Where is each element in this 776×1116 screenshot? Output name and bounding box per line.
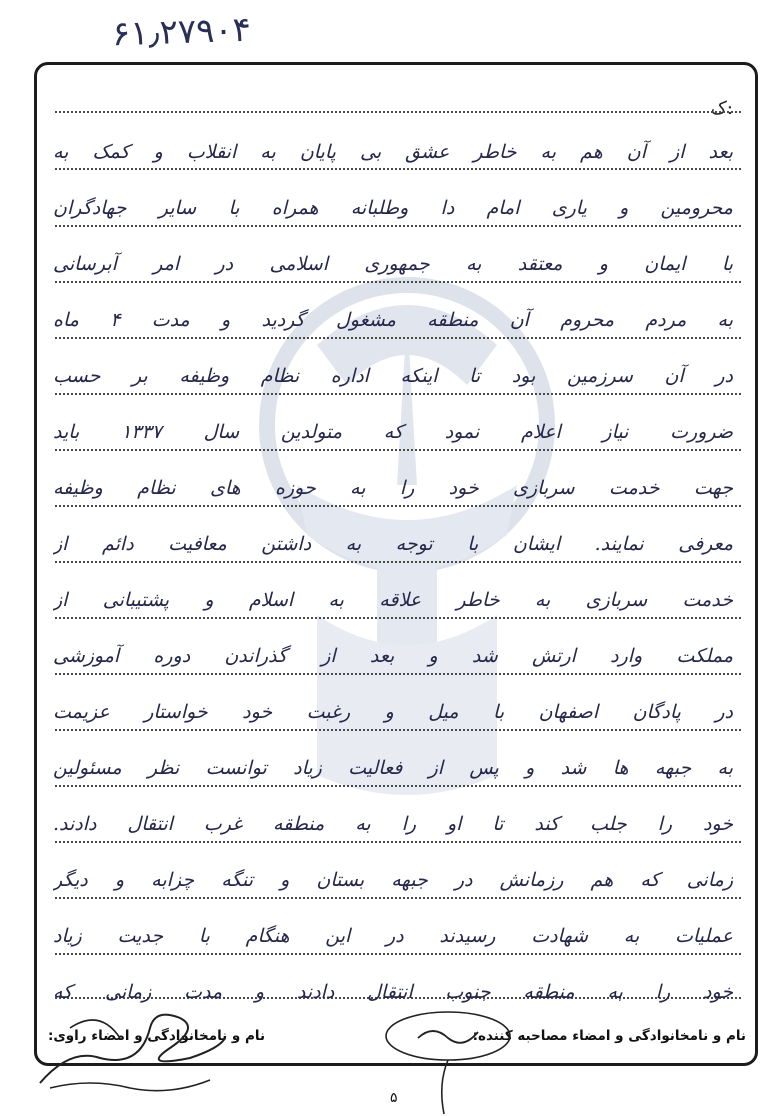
handwritten-line-7: جهت خدمت سربازی خود را به حوزه های نظام وظیفه (53, 477, 733, 499)
page-number: ۵ (390, 1090, 398, 1106)
handwritten-line-15: عملیات به شهادت رسیدند در این هنگام با جدیت زیاد (53, 925, 733, 947)
document-number: ۶۱٫۲۷۹۰۴ (111, 9, 252, 55)
handwritten-line-1: بعد از آن هم به خاطر عشق بی پایان به انقلاب و کمک به (53, 141, 733, 163)
handwritten-line-11: در پادگان اصفهان با میل و رغبت خود خواستار عزیمت (53, 701, 733, 723)
handwritten-line-4: به مردم محروم آن منطقه مشغول گردید و مدت ۴ ماه (53, 309, 733, 331)
narrator-signature-label: نام و نامخانوادگی و امضاء راوی: (48, 1028, 266, 1044)
handwritten-line-5: در آن سرزمین بود تا اینکه اداره نظام وظیفه بر حسب (53, 365, 733, 387)
handwritten-line-13: خود را جلب کند تا او را به منطقه غرب انتقال دادند. (53, 813, 733, 835)
handwritten-line-12: به جبهه ها شد و پس از فعالیت زیاد توانست نظر مسئولین (53, 757, 733, 779)
handwritten-line-2: محرومین و یاری امام دا وطلبانه همراه با سایر جهادگران (53, 197, 733, 219)
ruled-page-frame (34, 62, 758, 1066)
narrator-signature (30, 988, 230, 1098)
header-mark: ک: (710, 98, 733, 119)
ruled-line (55, 111, 741, 113)
handwritten-line-8: معرفی نمایند. ایشان با توجه به داشتن معافیت دائم از (53, 533, 733, 555)
handwritten-line-6: ضرورت نیاز اعلام نمود که متولدین سال ۱۳۳۷ باید (53, 421, 733, 443)
handwritten-line-10: مملکت وارد ارتش شد و بعد از گذراندن دوره آموزشی (53, 645, 733, 667)
handwritten-line-14: زمانی که هم رزمانش در جبهه بستان و تنگه چزابه و دیگر (53, 869, 733, 891)
handwritten-line-16: خود را به منطقه جنوب انتقال دادند و مدت زمانی که (53, 981, 733, 1003)
interviewer-signature (378, 1004, 528, 1116)
handwritten-line-9: خدمت سربازی به خاطر علاقه به اسلام و پشتیبانی از (53, 589, 733, 611)
handwritten-line-3: با ایمان و معتقد به جمهوری اسلامی در امر آبرسانی (53, 253, 733, 275)
interviewer-signature-label: نام و نامخانوادگی و امضاء مصاحبه کننده: (472, 1028, 746, 1044)
